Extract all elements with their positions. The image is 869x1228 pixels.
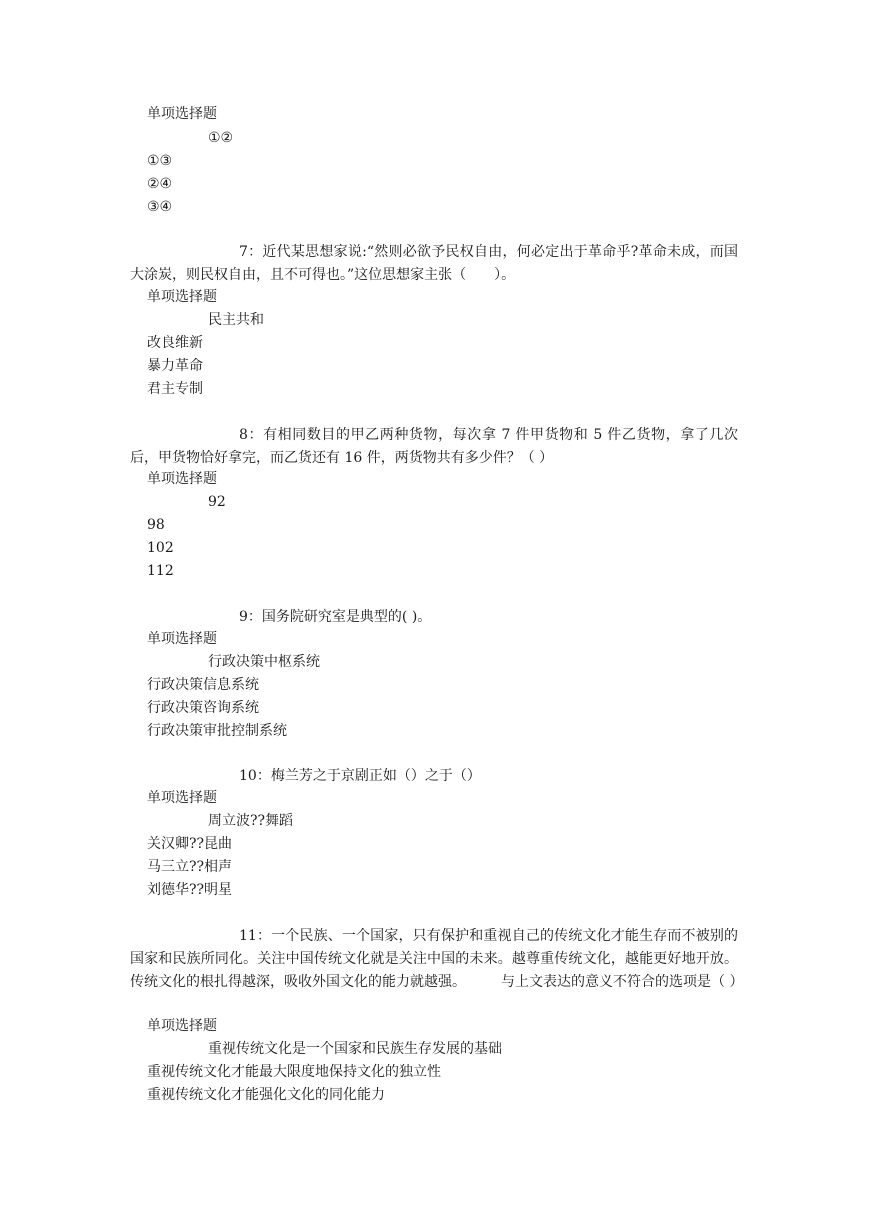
option-d: 刘德华??明星: [147, 882, 233, 898]
option-c: 重视传统文化才能强化文化的同化能力: [147, 1087, 385, 1103]
question-type-label: 单项选择题: [147, 106, 217, 122]
option-a: ①②: [208, 130, 234, 146]
question-text-11: 11：一个民族、一个国家，只有保护和重视自己的传统文化才能生存而不被别的国家和民族所同化。关注中国传统文化就是关注中国的未来。越尊重传统文化，越能更好地开放。传统文化的根扎得越深，吸收外国文化的能力就越强。 与上文表达的意义不符合的选项是（ ）: [130, 928, 744, 990]
option-b: ①③: [147, 153, 173, 169]
option-b: 98: [147, 517, 165, 533]
option-c: ②④: [147, 176, 173, 192]
question-text-9: 9：国务院研究室是典型的( )。: [239, 609, 432, 625]
question-type-label: 单项选择题: [147, 790, 217, 806]
option-c: 行政决策咨询系统: [147, 700, 259, 716]
option-a: 重视传统文化是一个国家和民族生存发展的基础: [208, 1041, 502, 1057]
option-a: 行政决策中枢系统: [208, 654, 320, 670]
question-type-label: 单项选择题: [147, 631, 217, 647]
option-a: 民主共和: [208, 312, 264, 328]
question-text-7: 7：近代某思想家说:“然则必欲予民权自由，何必定出于革命乎?革命未成，而国大涂炭，则民权自由，且不可得也。”这位思想家主张（ ）。: [130, 244, 738, 283]
question-type-label: 单项选择题: [147, 1018, 217, 1034]
option-b: 行政决策信息系统: [147, 677, 259, 693]
option-d: 君主专制: [147, 381, 203, 397]
option-d: 行政决策审批控制系统: [147, 723, 287, 739]
option-c: 马三立??相声: [147, 859, 233, 875]
option-b: 改良维新: [147, 335, 203, 351]
question-type-label: 单项选择题: [147, 289, 217, 305]
option-a: 92: [208, 494, 226, 510]
option-c: 102: [147, 540, 174, 556]
option-d: ③④: [147, 199, 173, 215]
option-d: 112: [147, 563, 174, 579]
question-text-8: 8：有相同数目的甲乙两种货物，每次拿 7 件甲货物和 5 件乙货物，拿了几次后，甲货物恰好拿完，而乙货还有 16 件，两货物共有多少件？（ ）: [130, 427, 738, 466]
question-type-label: 单项选择题: [147, 471, 217, 487]
option-b: 关汉卿??昆曲: [147, 836, 233, 852]
option-b: 重视传统文化才能最大限度地保持文化的独立性: [147, 1064, 441, 1080]
option-c: 暴力革命: [147, 358, 203, 374]
question-text-10: 10：梅兰芳之于京剧正如（）之于（）: [239, 768, 481, 784]
option-a: 周立波??舞蹈: [208, 813, 294, 829]
